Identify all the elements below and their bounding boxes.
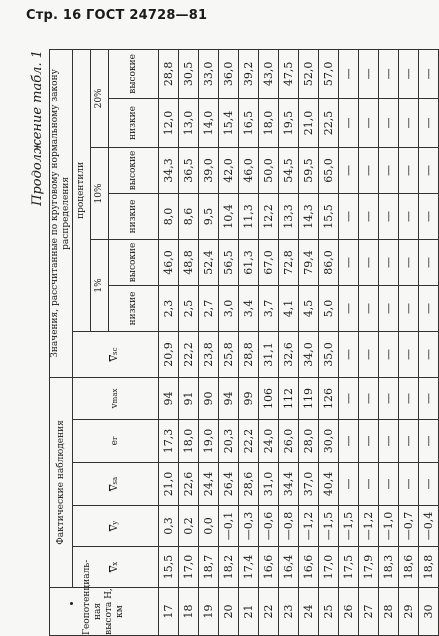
table-cell: 18,0 [179,420,199,463]
table-cell: 40,4 [319,463,339,506]
table-cell: 22,6 [179,463,199,506]
table-cell: — [339,377,359,419]
table-cell: 17,5 [339,547,359,588]
table-cell: — [379,420,399,463]
table-cell: — [339,98,359,147]
table-cell: — [419,285,439,331]
table-cell: 36,0 [219,49,239,98]
rotated-table-block [29,50,435,636]
table-cell: 126 [319,377,339,419]
header-high: высокие [109,239,159,285]
table-cell: 31,0 [259,463,279,506]
table-cell: 24,4 [199,463,219,506]
table-cell: 32,6 [279,331,299,377]
table-cell: — [339,193,359,239]
table-row [199,49,219,635]
table-cell: — [339,147,359,193]
table-cell: 15,4 [219,98,239,147]
table-cell: — [359,420,379,463]
table-cell: 17,4 [239,547,259,588]
table-cell: 54,5 [279,147,299,193]
table-row [379,49,399,635]
page-header: Стр. 16 ГОСТ 24728—81 [26,8,208,23]
table-cell: 52,0 [299,49,319,98]
table-cell: 34,0 [299,331,319,377]
table-cell: —1,5 [319,506,339,547]
table-cell: 9,5 [199,193,219,239]
table-cell: 17,3 [159,420,179,463]
table-cell: — [379,331,399,377]
table-cell: 18,2 [219,547,239,588]
table-cell: 52,4 [199,239,219,285]
table-cell: — [399,331,419,377]
table-cell: 26,0 [279,420,299,463]
table-cell: 34,3 [159,147,179,193]
table-cell: — [399,193,419,239]
table-cell: 16,5 [239,98,259,147]
header-high: высокие [109,147,159,193]
row-height-cell: 20 [219,588,239,636]
table-cell: 43,0 [259,49,279,98]
table-cell: 20,9 [159,331,179,377]
table-cell: 35,0 [319,331,339,377]
header-er: er [73,420,159,463]
table-cell: — [419,49,439,98]
table-cell: — [359,49,379,98]
table-cell: 79,4 [299,239,319,285]
table-cell: — [419,193,439,239]
table-cell: 0,3 [159,506,179,547]
table-cell: — [399,147,419,193]
table-cell: 28,8 [239,331,259,377]
table-cell: 39,2 [239,49,259,98]
table-cell: 18,0 [259,98,279,147]
table-cell: —0,1 [219,506,239,547]
table-cell: 90 [199,377,219,419]
table-cell: 15,5 [319,193,339,239]
continuation-label: Продолжение табл. 1 [30,50,45,206]
table-cell: 17,0 [319,547,339,588]
table-cell: — [379,193,399,239]
table-cell: 18,3 [379,547,399,588]
table-cell: — [399,463,419,506]
table-cell: 30,0 [319,420,339,463]
table-cell: —1,2 [299,506,319,547]
table-cell: 4,1 [279,285,299,331]
row-height-cell: 23 [279,588,299,636]
header-geopotential-height: Геопотенциаль-ная высота H, км [50,588,159,636]
row-height-cell: 29 [399,588,419,636]
table-cell: 0,2 [179,506,199,547]
table-cell: 39,0 [199,147,219,193]
table-body [159,49,439,635]
table-cell: 0,0 [199,506,219,547]
table-cell: — [399,98,419,147]
table-cell: — [339,420,359,463]
table-row [299,49,319,635]
table-cell: 112 [279,377,299,419]
header-pct-1: 1% [91,239,109,331]
table-cell: 56,5 [219,239,239,285]
table-cell: 37,0 [299,463,319,506]
table-cell: — [339,49,359,98]
data-table [49,49,439,636]
table-cell: 4,5 [299,285,319,331]
header-vsc: $\overline{V}sc$ [73,331,159,377]
header-actual-observations: Фактические наблюдения [50,377,73,587]
table-cell: — [359,239,379,285]
header-high: высокие [109,49,159,98]
table-cell: 22,2 [179,331,199,377]
table-cell: 21,0 [159,463,179,506]
table-cell: 28,0 [299,420,319,463]
table-cell: — [359,377,379,419]
row-height-cell: 19 [199,588,219,636]
table-cell: 46,0 [159,239,179,285]
row-height-cell: 17 [159,588,179,636]
table-cell: 14,3 [299,193,319,239]
table-row [279,49,299,635]
row-height-cell: 18 [179,588,199,636]
table-row [159,49,179,635]
table-cell: 33,0 [199,49,219,98]
table-cell: — [379,147,399,193]
table-cell: 28,6 [239,463,259,506]
table-cell: 11,3 [239,193,259,239]
row-height-cell: 30 [419,588,439,636]
table-row [219,49,239,635]
table-cell: —0,4 [419,506,439,547]
row-height-cell: 25 [319,588,339,636]
header-percentiles: процентили [73,49,91,331]
row-height-cell: 28 [379,588,399,636]
table-cell: — [359,463,379,506]
table-cell: — [419,239,439,285]
row-height-cell: 22 [259,588,279,636]
row-height-cell: 24 [299,588,319,636]
table-cell: 14,0 [199,98,219,147]
table-cell: 106 [259,377,279,419]
table-cell: — [359,331,379,377]
table-cell: —1,5 [339,506,359,547]
table-cell: 94 [159,377,179,419]
header-low: низкие [109,98,159,147]
table-cell: 46,0 [239,147,259,193]
table-cell: 21,0 [299,98,319,147]
table-cell: 59,5 [299,147,319,193]
table-cell: 3,4 [239,285,259,331]
table-cell: — [399,285,419,331]
table-row [179,49,199,635]
table-cell: —1,0 [379,506,399,547]
table-cell: — [339,285,359,331]
table-cell: — [419,147,439,193]
row-height-cell: 27 [359,588,379,636]
table-cell: 19,5 [279,98,299,147]
table-row [259,49,279,635]
table-cell: — [379,463,399,506]
table-cell: — [419,377,439,419]
table-cell: 22,5 [319,98,339,147]
header-pct-20: 20% [91,49,109,147]
table-cell: 13,3 [279,193,299,239]
table-cell: — [379,285,399,331]
table-cell: —0,3 [239,506,259,547]
table-cell: — [359,98,379,147]
table-cell: 2,7 [199,285,219,331]
table-cell: 3,7 [259,285,279,331]
table-cell: 34,4 [279,463,299,506]
table-cell: 94 [219,377,239,419]
table-cell: 3,0 [219,285,239,331]
scan-dot [70,602,73,605]
table-cell: — [419,98,439,147]
table-cell: 20,3 [219,420,239,463]
table-cell: 26,4 [219,463,239,506]
table-row [319,49,339,635]
table-cell: 16,4 [279,547,299,588]
header-pct-10: 10% [91,147,109,239]
table-cell: 12,0 [159,98,179,147]
table-cell: 42,0 [219,147,239,193]
table-cell: 24,0 [259,420,279,463]
table-cell: — [419,331,439,377]
table-cell: 91 [179,377,199,419]
table-cell: 23,8 [199,331,219,377]
table-cell: 22,2 [239,420,259,463]
table-cell: — [399,49,419,98]
table-cell: 18,8 [419,547,439,588]
table-cell: 15,5 [159,547,179,588]
table-cell: 18,7 [199,547,219,588]
header-low: низкие [109,193,159,239]
table-cell: — [339,463,359,506]
table-cell: — [379,49,399,98]
table-cell: 36,5 [179,147,199,193]
table-cell: 18,6 [399,547,419,588]
row-height-cell: 26 [339,588,359,636]
table-row [399,49,419,635]
table-cell: —0,7 [399,506,419,547]
table-cell: 72,8 [279,239,299,285]
table-cell: 16,6 [299,547,319,588]
header-low: низкие [109,285,159,331]
table-cell: 48,8 [179,239,199,285]
table-cell: 57,0 [319,49,339,98]
table-row [239,49,259,635]
header-vmax: vmax [73,377,159,419]
table-cell: 8,0 [159,193,179,239]
table-cell: — [399,377,419,419]
table-row [339,49,359,635]
table-row [419,49,439,635]
table-cell: 50,0 [259,147,279,193]
table-cell: — [399,239,419,285]
table-cell: 16,6 [259,547,279,588]
table-cell: 30,5 [179,49,199,98]
table-cell: — [379,377,399,419]
table-cell: 25,8 [219,331,239,377]
table-cell: 119 [299,377,319,419]
table-cell: — [379,239,399,285]
table-cell: 47,5 [279,49,299,98]
table-cell: — [339,239,359,285]
table-cell: — [399,420,419,463]
table-cell: — [359,285,379,331]
table-cell: — [339,331,359,377]
table-cell: —0,6 [259,506,279,547]
header-vy: $\overline{V}y$ [73,506,159,547]
table-cell: 17,0 [179,547,199,588]
table-cell: — [359,193,379,239]
table-cell: — [419,463,439,506]
table-cell: 65,0 [319,147,339,193]
header-vsa: $\overline{V}sa$ [73,463,159,506]
table-cell: 67,0 [259,239,279,285]
table-cell: 86,0 [319,239,339,285]
table-cell: 13,0 [179,98,199,147]
table-cell: 2,5 [179,285,199,331]
table-cell: 2,3 [159,285,179,331]
table-cell: 99 [239,377,259,419]
table-cell: 10,4 [219,193,239,239]
table-cell: 5,0 [319,285,339,331]
table-cell: —0,8 [279,506,299,547]
table-cell: 17,9 [359,547,379,588]
table-row [359,49,379,635]
table-cell: — [419,420,439,463]
row-height-cell: 21 [239,588,259,636]
table-cell: 12,2 [259,193,279,239]
table-cell: 31,1 [259,331,279,377]
table-cell: — [379,98,399,147]
table-cell: — [359,147,379,193]
table-cell: —1,2 [359,506,379,547]
table-cell: 19,0 [199,420,219,463]
table-cell: 61,3 [239,239,259,285]
header-vx: $\overline{V}x$ [73,547,159,588]
header-calculated-values: Значения, рассчитанные по круговому нормальному закону распределения [50,49,73,377]
table-cell: 28,8 [159,49,179,98]
table-cell: 8,6 [179,193,199,239]
